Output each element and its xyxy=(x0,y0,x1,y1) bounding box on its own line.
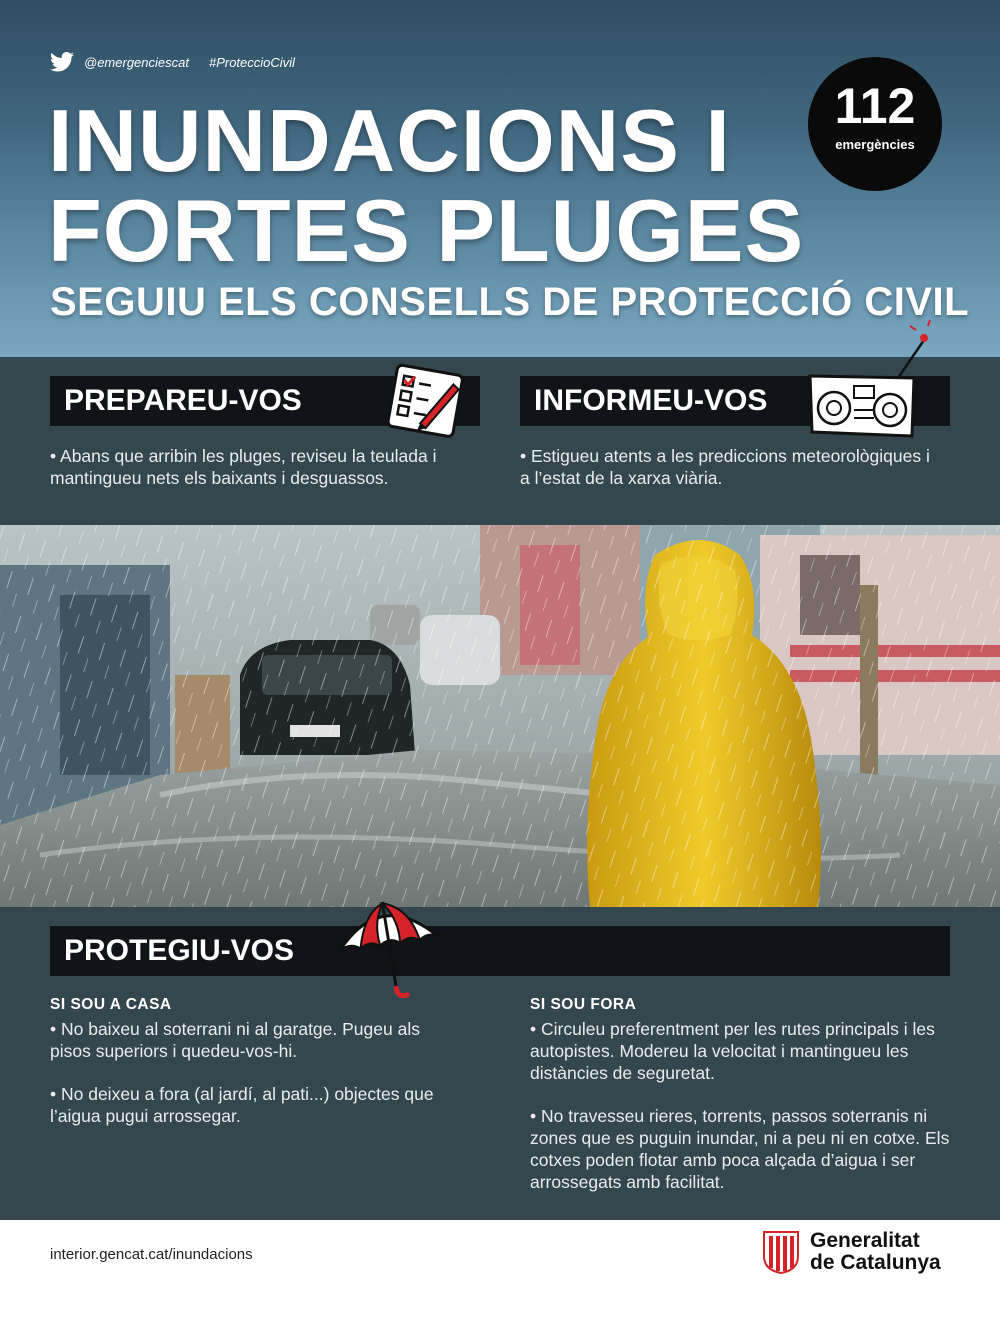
home-heading: SI SOU A CASA xyxy=(50,996,172,1013)
generalitat-name xyxy=(810,1230,941,1274)
badge-number: 112 xyxy=(834,78,916,134)
footer xyxy=(0,1220,1000,1319)
radio-icon xyxy=(802,320,932,440)
outside-item-2: • No travesseu rieres, torrents, passos soterranis ni zones que es puguin inundar, ni a peu ni en cotxe. Els cotxes poden flotar amb poca alçada d’aigua i ser arrossegats amb facilitat. xyxy=(530,1106,950,1192)
generalitat-logo xyxy=(762,1230,941,1274)
home-item-2: • No deixeu a fora (al jardí, al pati...) objectes que l’aigua pugui arrossegar. xyxy=(50,1084,434,1126)
header-banner xyxy=(0,0,1000,357)
flooded-street-photo xyxy=(0,525,1000,907)
outside-item-1: • Circuleu preferentment per les rutes principals i les autopistes. Modereu la velocitat i mantingueu les distàncies de seguretat. xyxy=(530,1019,935,1083)
twitter-bird-icon xyxy=(50,52,74,72)
twitter-handle[interactable]: @emergenciescat xyxy=(84,54,189,70)
protect-heading-bar xyxy=(50,926,950,976)
outside-heading: SI SOU FORA xyxy=(530,996,637,1013)
badge-label: emergències xyxy=(835,137,915,152)
footer-url-link[interactable]: interior.gencat.cat/inundacions xyxy=(50,1246,253,1263)
emergency-112-badge xyxy=(808,57,942,191)
org-line-1: Generalitat xyxy=(810,1229,920,1252)
social-line xyxy=(50,52,295,72)
page-title xyxy=(48,91,805,280)
home-item-1: • No baixeu al soterrani ni al garatge. Pugeu als pisos superiors i quedeu-vos-hi. xyxy=(50,1019,420,1061)
senyera-logo-icon xyxy=(762,1230,800,1274)
org-line-2: de Catalunya xyxy=(810,1251,941,1274)
checklist-icon xyxy=(384,364,468,440)
inform-text: • Estigueu atents a les prediccions meteorològiques i a l’estat de la xarxa viària. xyxy=(520,446,930,488)
protect-heading: PROTEGIU-VOS xyxy=(64,934,295,967)
page-subtitle: SEGUIU ELS CONSELLS DE PROTECCIÓ CIVIL xyxy=(50,280,970,324)
inform-heading: INFORMEU-VOS xyxy=(534,384,768,417)
title-line-2: FORTES PLUGES xyxy=(48,181,805,280)
hashtag[interactable]: #ProteccioCivil xyxy=(208,54,295,70)
title-line-1: INUNDACIONS I xyxy=(48,91,731,190)
prepare-heading: PREPAREU-VOS xyxy=(64,384,302,417)
umbrella-icon xyxy=(330,893,446,1005)
prepare-text: • Abans que arribin les pluges, reviseu la teulada i mantingueu nets els baixants i desguassos. xyxy=(50,446,437,488)
